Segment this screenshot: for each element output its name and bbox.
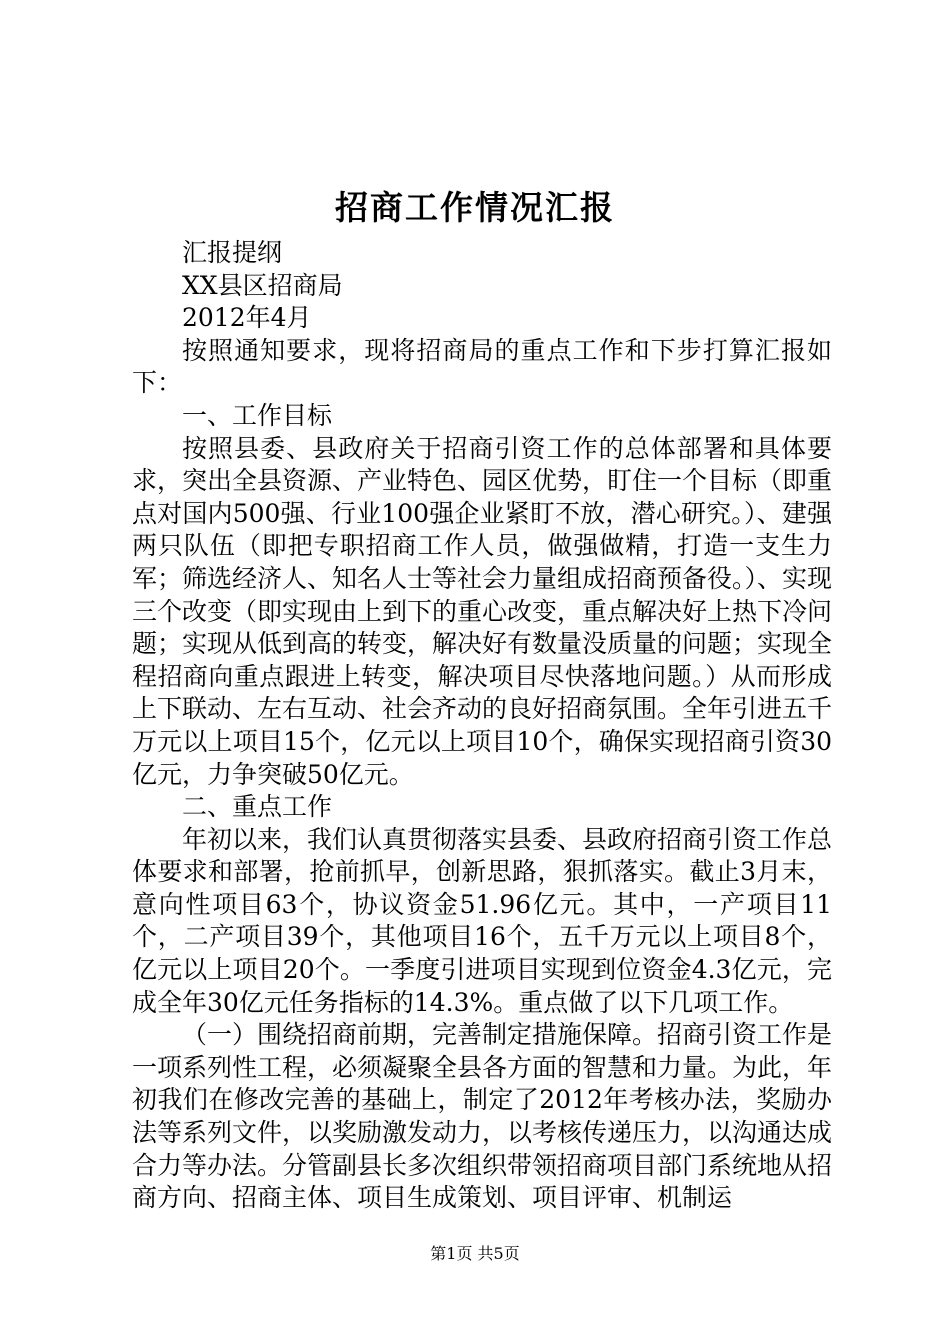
- paragraph-goals: 按照县委、县政府关于招商引资工作的总体部署和具体要求，突出全县资源、产业特色、园区优势，盯住一个目标（即重点对国内500强、行业100强企业紧盯不放，潜心研究。）、建强两只队伍（即把专职招商工作人员，做强做精，打造一支生力军；筛选经济人、知名人士等社会力量组成招商预备役。）、实现三个改变（即实现由上到下的重心改变，重点解决好上热下冷问题；实现从低到高的转变，解决好有数量没质量的问题；实现全程招商向重点跟进上转变，解决项目尽快落地问题。）从而形成上下联动、左右互动、社会齐动的良好招商氛围。全年引进五千万元以上项目15个，亿元以上项目10个，确保实现招商引资30亿元，力争突破50亿元。: [132, 433, 833, 789]
- paragraph-key-work: 年初以来，我们认真贯彻落实县委、县政府招商引资工作总体要求和部署，抢前抓早，创新思路，狠抓落实。截止3月末，意向性项目63个，协议资金51.96亿元。其中，一产项目11个，二产项目39个，其他项目16个，五千万元以上项目8个，亿元以上项目20个。一季度引进项目实现到位资金4.3亿元，完成全年30亿元任务指标的14.3%。重点做了以下几项工作。: [132, 824, 833, 1017]
- page-footer: 第1页 共5页: [430, 1244, 520, 1263]
- section-heading-key-work: 二、重点工作: [182, 792, 333, 822]
- section-heading-goals: 一、工作目标: [182, 400, 333, 430]
- paragraph-department: XX县区招商局: [182, 270, 343, 300]
- paragraph-date: 2012年4月: [182, 303, 312, 333]
- paragraph-outline-label: 汇报提纲: [182, 238, 283, 267]
- paragraph-measures: （一）围绕招商前期，完善制定措施保障。招商引资工作是一项系列性工程，必须凝聚全县各方面的智慧和力量。为此，年初我们在修改完善的基础上，制定了2012年考核办法，奖励办法等系列文件，以奖励激发动力，以考核传递压力，以沟通达成合力等办法。分管副县长多次组织带领招商项目部门系统地从招商方向、招商主体、项目生成策划、项目评审、机制运: [132, 1020, 833, 1213]
- paragraph-intro: 按照通知要求，现将招商局的重点工作和下步打算汇报如下：: [132, 335, 832, 398]
- document-title: 招商工作情况汇报: [335, 188, 615, 227]
- document-body: [132, 237, 832, 1215]
